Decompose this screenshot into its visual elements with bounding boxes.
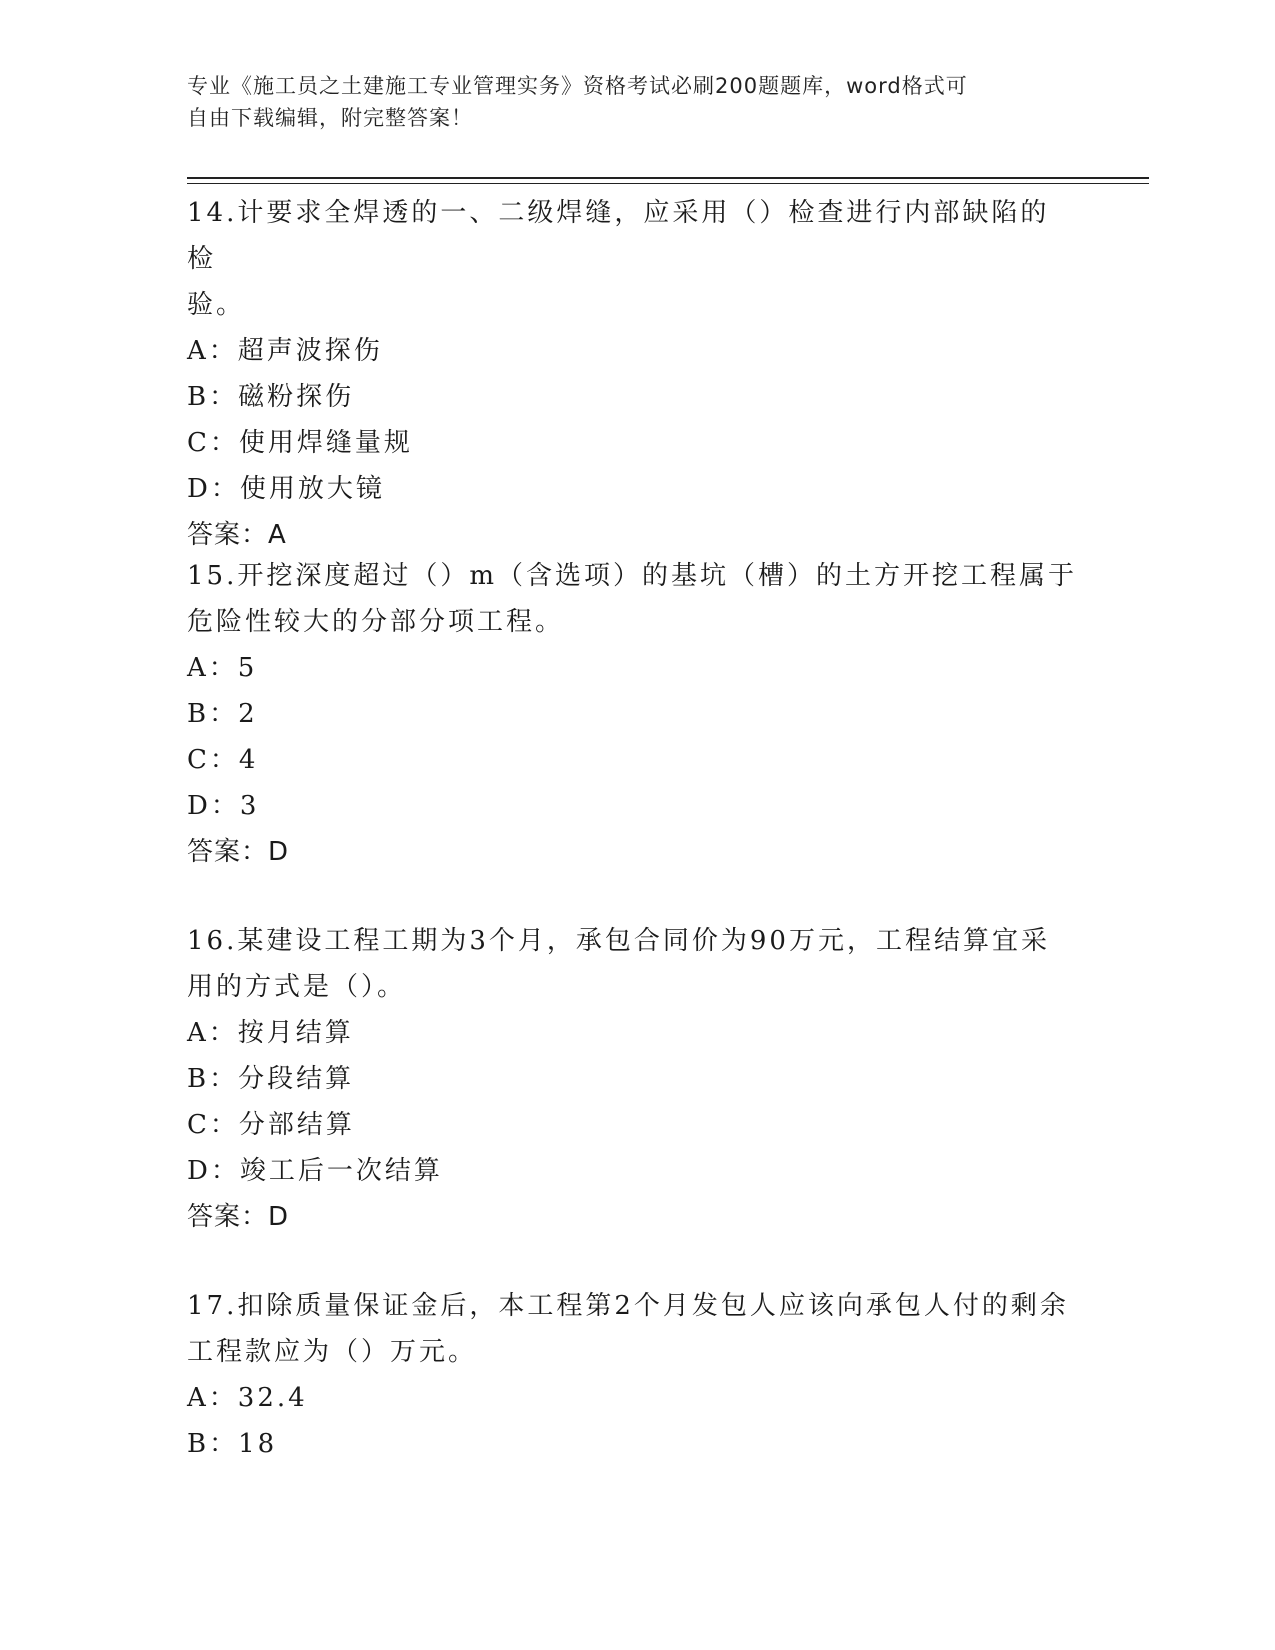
option-d: D：3 <box>187 791 260 821</box>
option-a: A：5 <box>187 653 258 683</box>
option-d: D：使用放大镜 <box>187 474 385 504</box>
option-d: D：竣工后一次结算 <box>187 1156 443 1186</box>
document-header <box>187 70 1087 134</box>
question-stem-line-2: 用的方式是（）。 <box>187 972 407 1002</box>
question-stem-line-1: 15.开挖深度超过（）m（含选项）的基坑（槽）的土方开挖工程属于 <box>187 561 1078 591</box>
question-stem-line-1: 17.扣除质量保证金后，本工程第2个月发包人应该向承包人付的剩余 <box>187 1291 1069 1321</box>
question-14 <box>187 190 1077 558</box>
option-c: C：分部结算 <box>187 1110 355 1140</box>
option-a: A：按月结算 <box>187 1018 354 1048</box>
question-stem-line-2: 验。 <box>187 290 246 320</box>
question-15 <box>187 553 1077 875</box>
answer: 答案：D <box>187 1202 290 1232</box>
option-a: A：超声波探伤 <box>187 336 383 366</box>
header-line-2: 自由下载编辑，附完整答案！ <box>187 106 473 130</box>
header-line-1: 专业《施工员之土建施工专业管理实务》资格考试必刷200题题库，word格式可 <box>187 74 968 98</box>
question-16 <box>187 918 1077 1240</box>
answer: 答案：D <box>187 837 290 867</box>
question-stem-line-1: 16.某建设工程工期为3个月，承包合同价为90万元，工程结算宜采 <box>187 926 1050 956</box>
option-b: B：2 <box>187 699 258 729</box>
question-stem-line-1: 14.计要求全焊透的一、二级焊缝，应采用（）检查进行内部缺陷的检 <box>187 198 1050 274</box>
option-b: B：磁粉探伤 <box>187 382 355 412</box>
header-divider-thick <box>187 177 1149 179</box>
option-b: B：18 <box>187 1429 278 1459</box>
question-stem-line-2: 危险性较大的分部分项工程。 <box>187 607 565 637</box>
question-17 <box>187 1283 1077 1467</box>
option-c: C：使用焊缝量规 <box>187 428 413 458</box>
option-b: B：分段结算 <box>187 1064 355 1094</box>
question-stem-line-2: 工程款应为（）万元。 <box>187 1337 478 1367</box>
option-a: A：32.4 <box>187 1383 308 1413</box>
option-c: C：4 <box>187 745 259 775</box>
header-divider-thin <box>187 183 1149 184</box>
answer: 答案：A <box>187 520 287 550</box>
